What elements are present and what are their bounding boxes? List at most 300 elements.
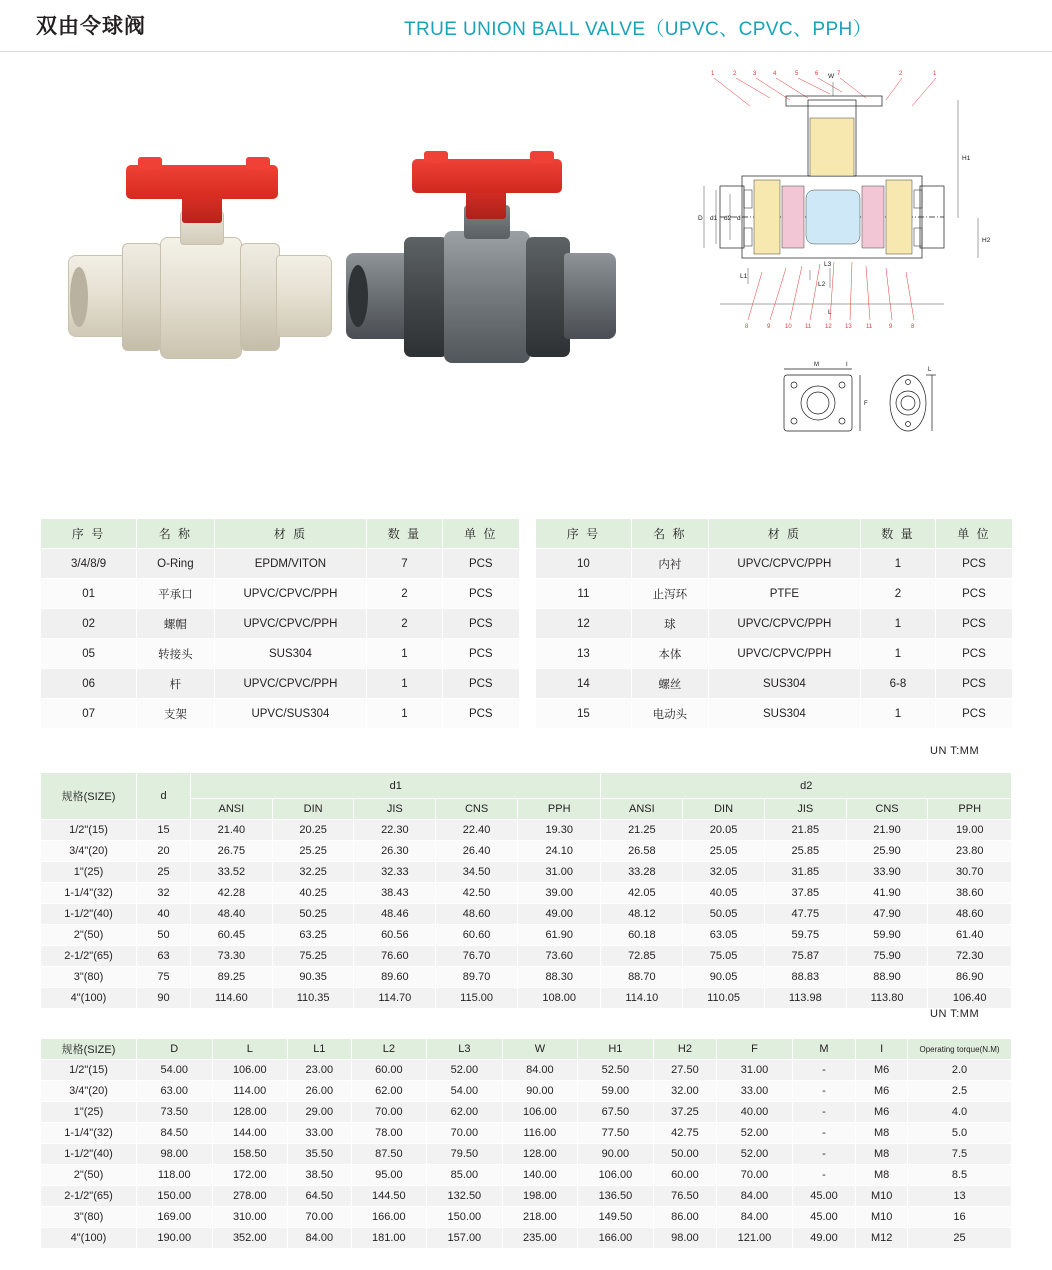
cell-value: 72.30 <box>928 946 1012 967</box>
svg-text:1: 1 <box>711 71 715 77</box>
cell-name: 本体 <box>631 639 708 669</box>
cell-value: 42.28 <box>191 883 273 904</box>
page-title-en: TRUE UNION BALL VALVE（UPVC、CPVC、PPH） <box>404 19 873 40</box>
cell-size: 1-1/2"(40) <box>41 1144 137 1165</box>
col-L: L <box>212 1039 288 1060</box>
cell-value: 106.40 <box>928 988 1012 1009</box>
cell-size: 3/4"(20) <box>41 841 137 862</box>
cell-value: 63 <box>137 946 191 967</box>
cell-value: 52.50 <box>578 1060 654 1081</box>
cell-value: 89.70 <box>436 967 518 988</box>
table-row <box>41 579 520 609</box>
col-M: M <box>792 1039 856 1060</box>
cell-value: 25.85 <box>764 841 846 862</box>
cell-qty: 1 <box>860 699 935 729</box>
cell-index: 12 <box>536 609 632 639</box>
cell-unit: PCS <box>935 549 1012 579</box>
cell-value: 35.50 <box>288 1144 352 1165</box>
cell-value: 8.5 <box>908 1165 1012 1186</box>
cell-value: 25.90 <box>846 841 928 862</box>
cell-name: 平承口 <box>137 579 214 609</box>
cell-value: 60.18 <box>601 925 683 946</box>
col-d: d <box>137 773 191 820</box>
svg-text:L3: L3 <box>824 261 832 268</box>
table-row <box>41 946 1012 967</box>
cell-value: 21.90 <box>846 820 928 841</box>
col-unit: 单 位 <box>935 519 1012 549</box>
col-d2-pph: PPH <box>928 799 1012 820</box>
cell-value: 26.00 <box>288 1081 352 1102</box>
cell-value: 235.00 <box>502 1228 578 1249</box>
cell-value: 150.00 <box>427 1207 503 1228</box>
cell-value: 87.50 <box>351 1144 427 1165</box>
table-row <box>536 699 1013 729</box>
cell-value: 52.00 <box>717 1144 793 1165</box>
cell-qty: 2 <box>860 579 935 609</box>
cell-value: 26.75 <box>191 841 273 862</box>
valve-body <box>160 237 242 359</box>
cell-value: 114.70 <box>354 988 436 1009</box>
cell-value: 149.50 <box>578 1207 654 1228</box>
cell-value: 158.50 <box>212 1144 288 1165</box>
cell-value: M12 <box>856 1228 908 1249</box>
cell-size: 3"(80) <box>41 1207 137 1228</box>
cell-value: 19.30 <box>517 820 601 841</box>
cell-value: 37.85 <box>764 883 846 904</box>
cell-value: 121.00 <box>717 1228 793 1249</box>
cell-value: 90.00 <box>578 1144 654 1165</box>
svg-text:L1: L1 <box>740 273 748 280</box>
cell-name: 内衬 <box>631 549 708 579</box>
cell-name: 螺帽 <box>137 609 214 639</box>
cell-qty: 2 <box>367 609 442 639</box>
cell-value: 75.25 <box>272 946 354 967</box>
cell-value: 278.00 <box>212 1186 288 1207</box>
cell-value: M8 <box>856 1165 908 1186</box>
table-row <box>41 549 520 579</box>
svg-text:d2: d2 <box>724 215 732 222</box>
cell-value: 19.00 <box>928 820 1012 841</box>
cell-value: 22.30 <box>354 820 436 841</box>
cell-value: 70.00 <box>717 1165 793 1186</box>
cell-material: UPVC/CPVC/PPH <box>214 609 367 639</box>
cell-size: 4"(100) <box>41 988 137 1009</box>
col-W: W <box>502 1039 578 1060</box>
cell-index: 05 <box>41 639 137 669</box>
table-row <box>41 1123 1012 1144</box>
svg-text:13: 13 <box>845 324 852 330</box>
cell-value: - <box>792 1165 856 1186</box>
cell-value: 45.00 <box>792 1207 856 1228</box>
cell-value: 95.00 <box>351 1165 427 1186</box>
cell-value: 49.00 <box>792 1228 856 1249</box>
cell-value: 26.58 <box>601 841 683 862</box>
cell-value: 85.00 <box>427 1165 503 1186</box>
cell-value: 48.12 <box>601 904 683 925</box>
cell-size: 2"(50) <box>41 1165 137 1186</box>
cell-value: 73.50 <box>137 1102 213 1123</box>
cell-value: 88.83 <box>764 967 846 988</box>
cell-value: 40.25 <box>272 883 354 904</box>
cell-value: 26.40 <box>436 841 518 862</box>
cell-value: 62.00 <box>427 1102 503 1123</box>
cell-value: 60.45 <box>191 925 273 946</box>
cell-value: 38.60 <box>928 883 1012 904</box>
cell-value: 41.90 <box>846 883 928 904</box>
cell-value: 50.05 <box>683 904 765 925</box>
cell-value: - <box>792 1081 856 1102</box>
cell-value: 32.25 <box>272 862 354 883</box>
cell-value: 98.00 <box>137 1144 213 1165</box>
cell-value: 33.90 <box>846 862 928 883</box>
cell-value: 75 <box>137 967 191 988</box>
cell-value: 52.00 <box>717 1123 793 1144</box>
col-d1-cns: CNS <box>436 799 518 820</box>
cell-value: 31.00 <box>517 862 601 883</box>
table-row <box>41 904 1012 925</box>
cell-index: 01 <box>41 579 137 609</box>
col-d1-jis: JIS <box>354 799 436 820</box>
parts-table-right <box>535 518 1013 729</box>
cell-material: UPVC/CPVC/PPH <box>708 549 860 579</box>
cell-value: M6 <box>856 1081 908 1102</box>
cell-value: 150.00 <box>137 1186 213 1207</box>
cell-size: 1-1/4"(32) <box>41 1123 137 1144</box>
col-I: I <box>856 1039 908 1060</box>
handle-tab-right <box>530 151 554 163</box>
table-row <box>536 639 1013 669</box>
valve-body <box>444 231 530 363</box>
cell-value: M6 <box>856 1060 908 1081</box>
valve-photo-white <box>60 125 330 375</box>
cell-value: 88.30 <box>517 967 601 988</box>
table-row <box>41 609 520 639</box>
cell-value: 52.00 <box>427 1060 503 1081</box>
cell-value: 132.50 <box>427 1186 503 1207</box>
col-torque: Operating torque(N.M) <box>908 1039 1012 1060</box>
cell-index: 15 <box>536 699 632 729</box>
cell-value: 16 <box>908 1207 1012 1228</box>
col-unit: 单 位 <box>442 519 519 549</box>
col-H2: H2 <box>653 1039 717 1060</box>
cell-material: SUS304 <box>708 699 860 729</box>
cell-name: 支架 <box>137 699 214 729</box>
col-L2: L2 <box>351 1039 427 1060</box>
cell-value: 88.90 <box>846 967 928 988</box>
cell-value: 218.00 <box>502 1207 578 1228</box>
cell-value: 106.00 <box>502 1102 578 1123</box>
cell-name: 电动头 <box>631 699 708 729</box>
col-material: 材 质 <box>214 519 367 549</box>
table-row <box>41 1228 1012 1249</box>
cell-value: 48.40 <box>191 904 273 925</box>
cell-value: 128.00 <box>212 1102 288 1123</box>
cell-value: 63.05 <box>683 925 765 946</box>
cell-value: 59.90 <box>846 925 928 946</box>
cell-index: 14 <box>536 669 632 699</box>
cell-index: 10 <box>536 549 632 579</box>
dimension-table-d1-d2 <box>40 772 1012 1009</box>
cell-index: 3/4/8/9 <box>41 549 137 579</box>
svg-text:9: 9 <box>767 324 771 330</box>
cell-index: 02 <box>41 609 137 639</box>
cell-value: 38.50 <box>288 1165 352 1186</box>
cell-value: 76.70 <box>436 946 518 967</box>
col-d2-ansi: ANSI <box>601 799 683 820</box>
cell-value: 90.00 <box>502 1081 578 1102</box>
cell-value: 31.85 <box>764 862 846 883</box>
cell-value: 63.00 <box>137 1081 213 1102</box>
cell-index: 11 <box>536 579 632 609</box>
cell-size: 2-1/2"(65) <box>41 946 137 967</box>
cell-value: 181.00 <box>351 1228 427 1249</box>
cell-value: 60.60 <box>436 925 518 946</box>
cell-name: O-Ring <box>137 549 214 579</box>
cell-size: 3/4"(20) <box>41 1081 137 1102</box>
cell-material: EPDM/VITON <box>214 549 367 579</box>
cell-value: 90 <box>137 988 191 1009</box>
svg-text:D: D <box>698 215 703 222</box>
table-row <box>41 988 1012 1009</box>
cell-value: 25.05 <box>683 841 765 862</box>
table-row <box>536 609 1013 639</box>
cell-value: 27.50 <box>653 1060 717 1081</box>
unit-note-bottom: UN T:MM <box>930 1008 980 1020</box>
cell-value: 34.50 <box>436 862 518 883</box>
cell-qty: 1 <box>367 699 442 729</box>
svg-text:9: 9 <box>889 324 893 330</box>
cell-value: 70.00 <box>351 1102 427 1123</box>
cell-value: 113.80 <box>846 988 928 1009</box>
cell-value: 2.5 <box>908 1081 1012 1102</box>
cell-size: 1-1/2"(40) <box>41 904 137 925</box>
product-photo-group <box>40 95 660 385</box>
cell-value: 40.05 <box>683 883 765 904</box>
svg-text:11: 11 <box>805 324 812 330</box>
socket-bore <box>348 265 368 327</box>
cell-index: 13 <box>536 639 632 669</box>
union-nut-right <box>240 243 280 351</box>
cell-value: 40 <box>137 904 191 925</box>
col-D: D <box>137 1039 213 1060</box>
cell-index: 06 <box>41 669 137 699</box>
cell-value: 75.90 <box>846 946 928 967</box>
parts-table-left <box>40 518 520 729</box>
cell-value: 26.30 <box>354 841 436 862</box>
cell-value: M10 <box>856 1186 908 1207</box>
cell-value: 136.50 <box>578 1186 654 1207</box>
table-row <box>41 669 520 699</box>
cell-value: 15 <box>137 820 191 841</box>
dimension-table-main <box>40 1038 1012 1249</box>
cell-material: SUS304 <box>708 669 860 699</box>
cell-value: 42.50 <box>436 883 518 904</box>
table-row <box>41 925 1012 946</box>
col-size: 规格(SIZE) <box>41 1039 137 1060</box>
cell-unit: PCS <box>935 639 1012 669</box>
cell-size: 1"(25) <box>41 1102 137 1123</box>
cell-name: 螺丝 <box>631 669 708 699</box>
svg-text:7: 7 <box>837 71 841 77</box>
col-qty: 数 量 <box>860 519 935 549</box>
cell-value: 50.25 <box>272 904 354 925</box>
col-d1-din: DIN <box>272 799 354 820</box>
cell-value: 25 <box>137 862 191 883</box>
col-d1-pph: PPH <box>517 799 601 820</box>
cell-value: M6 <box>856 1102 908 1123</box>
cell-unit: PCS <box>935 699 1012 729</box>
cell-value: - <box>792 1102 856 1123</box>
cell-value: 89.60 <box>354 967 436 988</box>
section-drawing <box>690 58 1020 338</box>
cell-material: PTFE <box>708 579 860 609</box>
cell-value: 61.90 <box>517 925 601 946</box>
cell-value: 84.00 <box>502 1060 578 1081</box>
cell-value: 60.56 <box>354 925 436 946</box>
table-row <box>41 1207 1012 1228</box>
cell-value: 22.40 <box>436 820 518 841</box>
cell-value: 33.00 <box>288 1123 352 1144</box>
table-row <box>41 1144 1012 1165</box>
col-group-d2: d2 <box>601 773 1012 799</box>
cell-value: 190.00 <box>137 1228 213 1249</box>
cell-value: 45.00 <box>792 1186 856 1207</box>
svg-text:H2: H2 <box>982 237 991 244</box>
svg-text:H1: H1 <box>962 155 971 162</box>
cell-value: 73.60 <box>517 946 601 967</box>
cell-qty: 1 <box>860 639 935 669</box>
cell-index: 07 <box>41 699 137 729</box>
cell-value: 115.00 <box>436 988 518 1009</box>
cell-name: 杆 <box>137 669 214 699</box>
table-row <box>41 1186 1012 1207</box>
cell-value: 128.00 <box>502 1144 578 1165</box>
cell-value: 32 <box>137 883 191 904</box>
unit-note-top: UN T:MM <box>930 745 980 757</box>
col-name: 名 称 <box>137 519 214 549</box>
cell-qty: 1 <box>367 639 442 669</box>
cell-qty: 1 <box>860 549 935 579</box>
svg-text:5: 5 <box>795 71 799 77</box>
cell-name: 止泻环 <box>631 579 708 609</box>
cell-value: 114.10 <box>601 988 683 1009</box>
cell-value: 48.60 <box>436 904 518 925</box>
svg-text:12: 12 <box>825 324 832 330</box>
cell-value: 110.35 <box>272 988 354 1009</box>
col-d2-cns: CNS <box>846 799 928 820</box>
cell-unit: PCS <box>935 609 1012 639</box>
cell-value: 98.00 <box>653 1228 717 1249</box>
col-group-d1: d1 <box>191 773 601 799</box>
col-size: 规格(SIZE) <box>41 773 137 820</box>
socket-right <box>564 253 616 339</box>
cell-value: 33.28 <box>601 862 683 883</box>
cell-value: 67.50 <box>578 1102 654 1123</box>
cell-value: 42.75 <box>653 1123 717 1144</box>
cell-value: 73.30 <box>191 946 273 967</box>
cell-value: 78.00 <box>351 1123 427 1144</box>
cell-value: 59.75 <box>764 925 846 946</box>
cell-value: 50 <box>137 925 191 946</box>
table-header-row <box>41 519 520 549</box>
table-row <box>41 1102 1012 1123</box>
cell-material: UPVC/CPVC/PPH <box>214 579 367 609</box>
col-d2-jis: JIS <box>764 799 846 820</box>
cell-value: 116.00 <box>502 1123 578 1144</box>
cell-value: 70.00 <box>288 1207 352 1228</box>
table-row <box>41 967 1012 988</box>
cell-value: 2.0 <box>908 1060 1012 1081</box>
svg-text:4: 4 <box>773 71 777 77</box>
col-L3: L3 <box>427 1039 503 1060</box>
cell-value: 33.52 <box>191 862 273 883</box>
table-row <box>41 841 1012 862</box>
cell-material: SUS304 <box>214 639 367 669</box>
cell-unit: PCS <box>935 669 1012 699</box>
cell-value: 33.00 <box>717 1081 793 1102</box>
cell-name: 转接头 <box>137 639 214 669</box>
cell-value: 86.00 <box>653 1207 717 1228</box>
cell-value: 60.00 <box>351 1060 427 1081</box>
cell-size: 1/2"(15) <box>41 1060 137 1081</box>
col-L1: L1 <box>288 1039 352 1060</box>
svg-text:M: M <box>814 362 819 368</box>
cell-value: 25.25 <box>272 841 354 862</box>
svg-text:8: 8 <box>745 324 749 330</box>
cell-value: - <box>792 1144 856 1165</box>
cell-value: 169.00 <box>137 1207 213 1228</box>
cell-value: 21.40 <box>191 820 273 841</box>
cell-unit: PCS <box>442 549 519 579</box>
svg-text:d: d <box>737 215 741 222</box>
cell-value: 106.00 <box>212 1060 288 1081</box>
cell-value: 21.25 <box>601 820 683 841</box>
cell-value: 39.00 <box>517 883 601 904</box>
cell-value: 47.90 <box>846 904 928 925</box>
cell-value: 110.05 <box>683 988 765 1009</box>
col-H1: H1 <box>578 1039 654 1060</box>
cell-value: 32.05 <box>683 862 765 883</box>
cell-qty: 2 <box>367 579 442 609</box>
handle-tab-left <box>138 157 162 169</box>
table-row <box>41 1060 1012 1081</box>
table-header-row-group <box>41 773 1012 799</box>
cell-unit: PCS <box>442 699 519 729</box>
cell-size: 2-1/2"(65) <box>41 1186 137 1207</box>
cell-size: 1"(25) <box>41 862 137 883</box>
cell-value: 198.00 <box>502 1186 578 1207</box>
handle-tab-left <box>424 151 448 163</box>
table-row <box>536 549 1013 579</box>
cell-name: 球 <box>631 609 708 639</box>
cell-value: 352.00 <box>212 1228 288 1249</box>
cell-material: UPVC/CPVC/PPH <box>214 669 367 699</box>
cell-value: 60.00 <box>653 1165 717 1186</box>
cell-value: 84.00 <box>288 1228 352 1249</box>
col-d1-ansi: ANSI <box>191 799 273 820</box>
cell-value: 144.00 <box>212 1123 288 1144</box>
cell-value: 114.00 <box>212 1081 288 1102</box>
cell-value: 20.25 <box>272 820 354 841</box>
cell-value: 24.10 <box>517 841 601 862</box>
union-nut-left <box>404 237 448 357</box>
cell-value: 62.00 <box>351 1081 427 1102</box>
cell-value: 76.50 <box>653 1186 717 1207</box>
cell-value: M10 <box>856 1207 908 1228</box>
cell-value: 61.40 <box>928 925 1012 946</box>
cell-value: 113.98 <box>764 988 846 1009</box>
cell-material: UPVC/CPVC/PPH <box>708 609 860 639</box>
